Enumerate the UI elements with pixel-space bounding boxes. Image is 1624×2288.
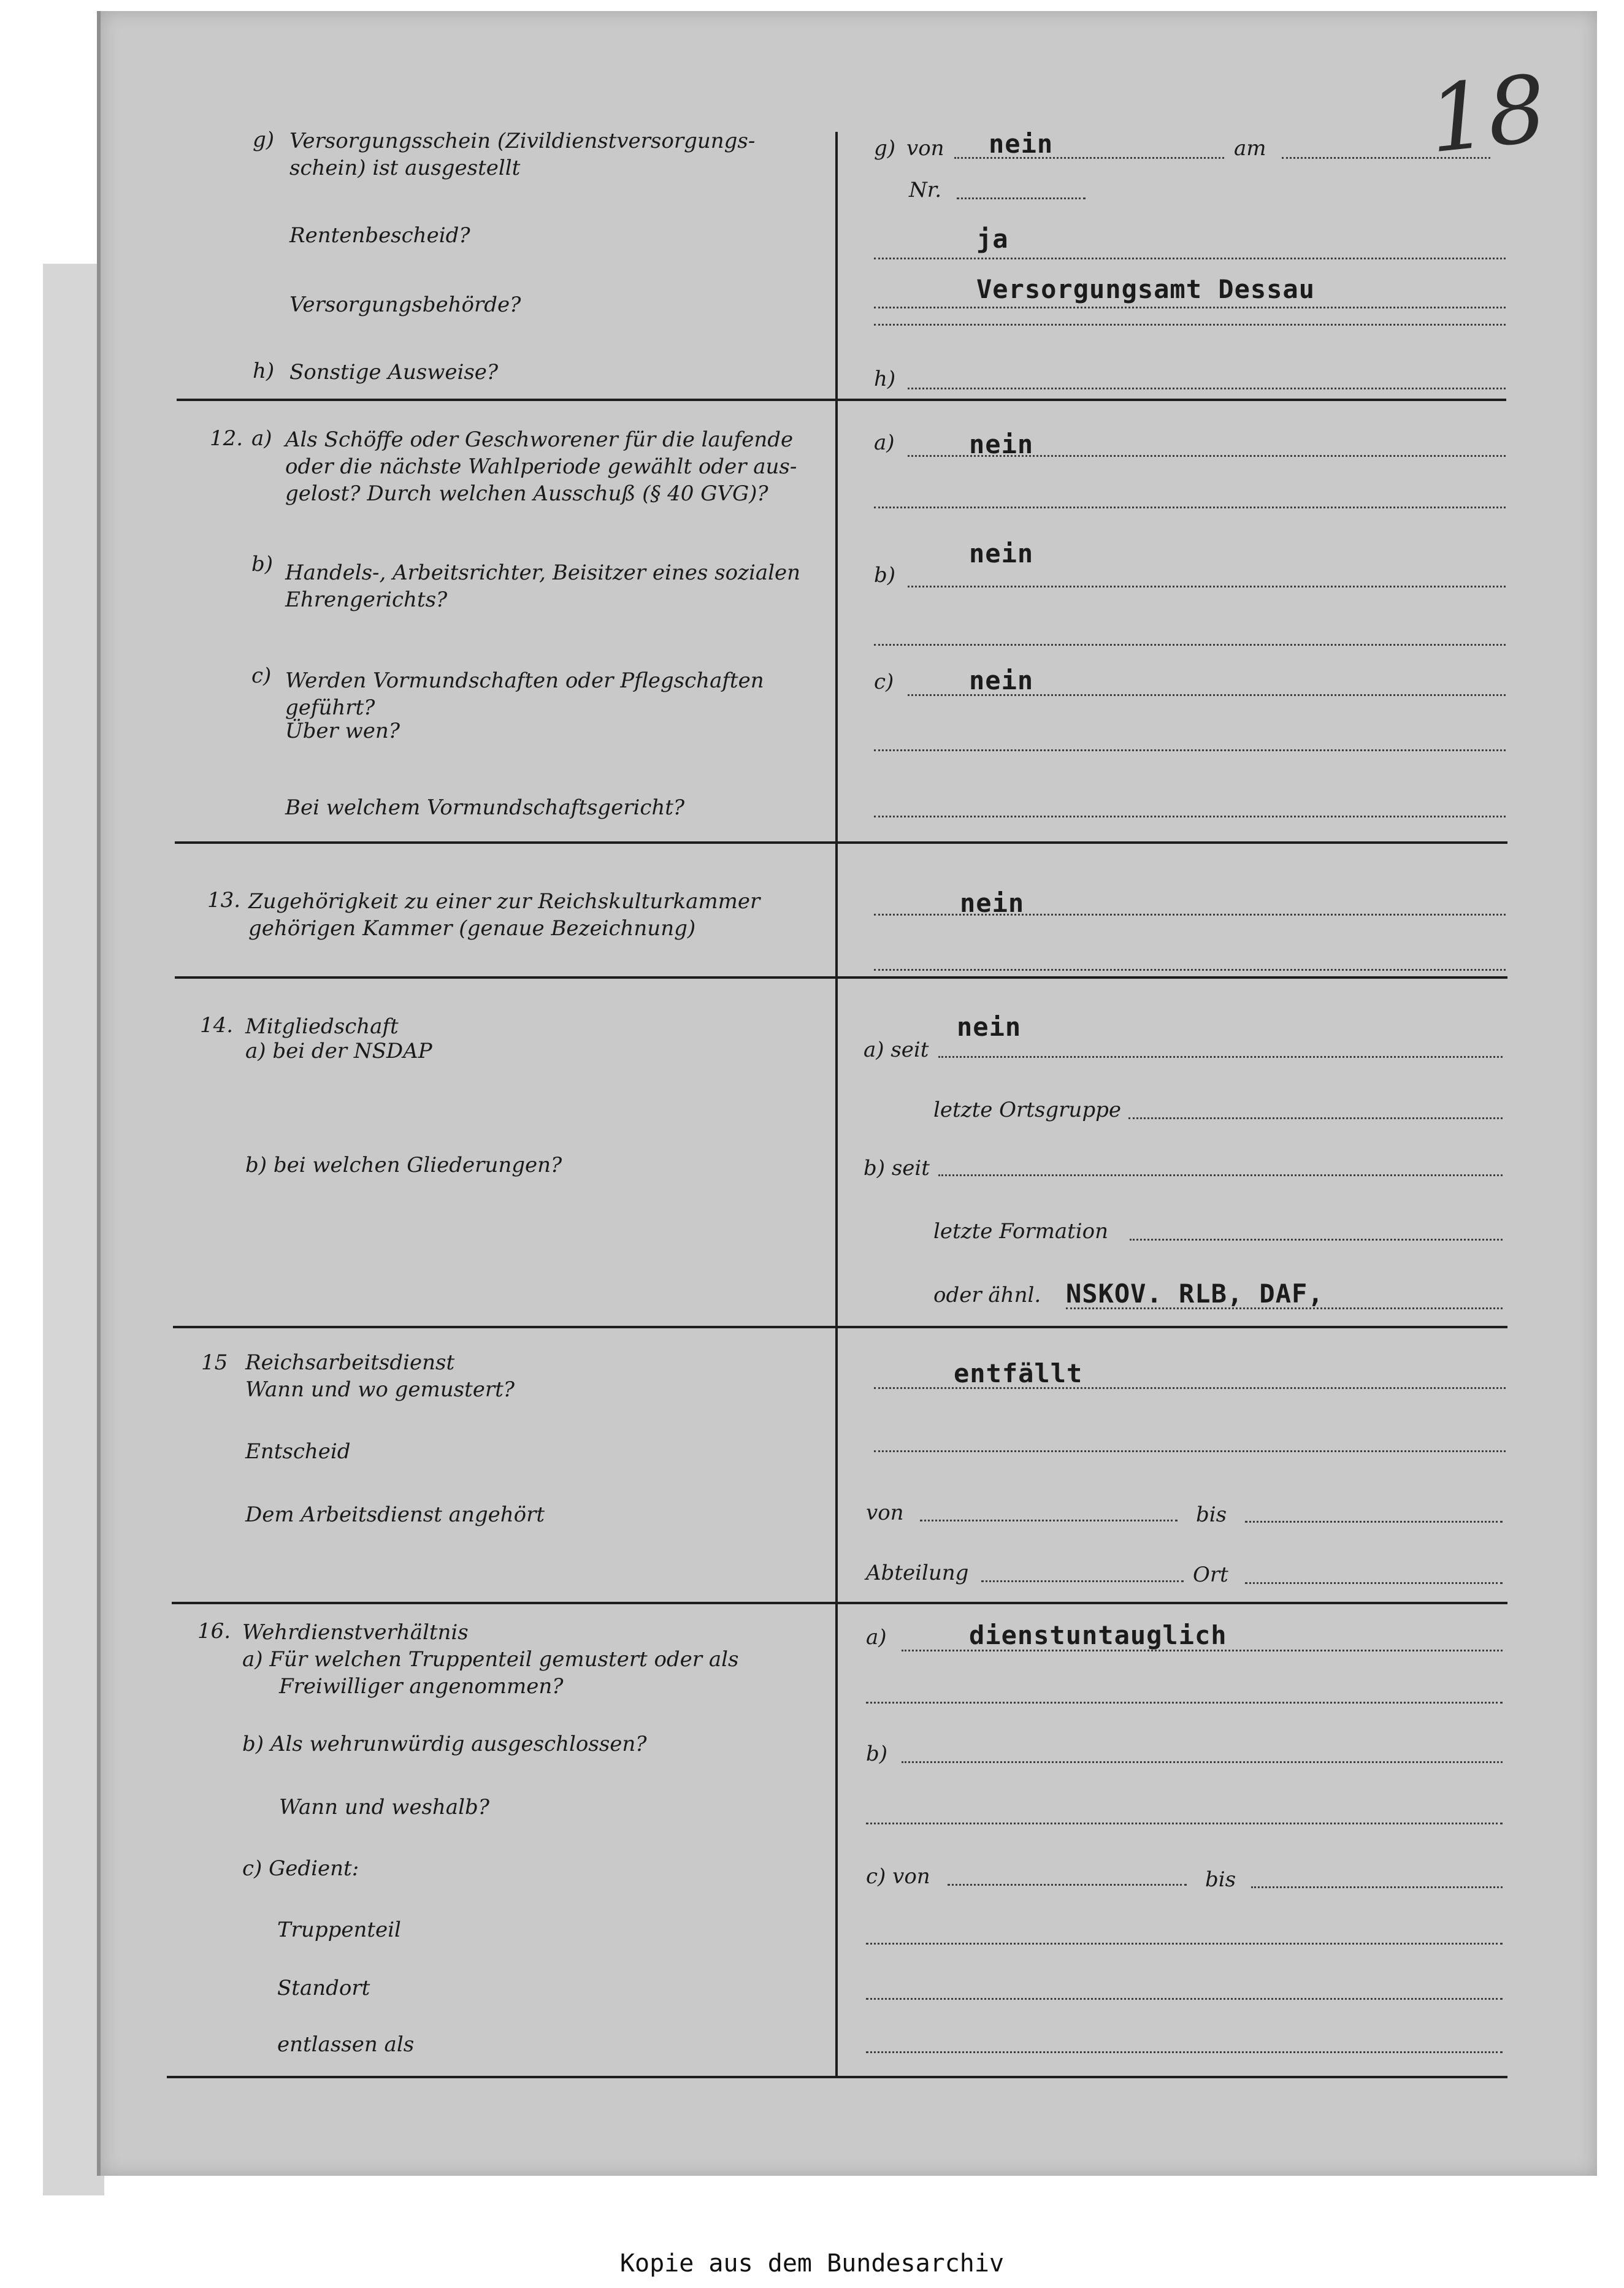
- s15-ort-label: Ort: [1193, 1563, 1228, 1587]
- s16-c-bis-line: [1251, 1886, 1503, 1888]
- s16-c-von-line: [948, 1884, 1187, 1886]
- s12-b-answer-label: b): [874, 563, 896, 587]
- s16-c-question: c) Gedient:: [242, 1856, 359, 1881]
- s16-b-question-line2: Wann und weshalb?: [279, 1795, 489, 1819]
- s15-abteilung-label: Abteilung: [866, 1561, 969, 1585]
- s12-a-question-line2: oder die nächste Wahlperiode gewählt oder aus-: [285, 454, 797, 479]
- s12-b-question-line2: Ehrengerichts?: [285, 587, 448, 612]
- s15-abteilung-line: [981, 1580, 1184, 1582]
- g-am-line: [1282, 157, 1490, 159]
- s12-c-question-line3: Über wen?: [285, 719, 400, 743]
- s15-number: 15: [201, 1350, 228, 1375]
- s12-c-line2: [874, 749, 1506, 751]
- column-divider: [835, 132, 838, 2076]
- s15-bis-line: [1245, 1521, 1503, 1523]
- s14-a-question: a) bei der NSDAP: [245, 1039, 432, 1063]
- section-separator-12: [177, 399, 1506, 401]
- s12-number: 12.: [210, 426, 243, 451]
- s13-number: 13.: [207, 888, 241, 913]
- s12-b-question-line1: Handels-, Arbeitsrichter, Beisitzer eines sozialen: [285, 561, 800, 585]
- s15-answer: entfällt: [954, 1358, 1083, 1388]
- s16-c-von-label: c) von: [866, 1864, 930, 1889]
- s12-b-answer: nein: [969, 538, 1034, 568]
- h-label: h): [253, 359, 275, 383]
- s14-number: 14.: [200, 1013, 234, 1038]
- g-am-label: am: [1234, 136, 1266, 161]
- s16-b-line: [902, 1761, 1503, 1763]
- s15-entscheid: Entscheid: [245, 1439, 351, 1464]
- s13-line: [874, 914, 1506, 916]
- s16-a-answer-label: a): [866, 1625, 887, 1650]
- s16-c-line3: [866, 1998, 1503, 2000]
- form-page: [97, 11, 1597, 2176]
- g-question-line1: Versorgungsschein (Zivildienstversorgungs-: [289, 129, 756, 153]
- s16-c-bis-label: bis: [1205, 1867, 1236, 1892]
- g-von-answer: nein: [989, 129, 1054, 159]
- s13-question-line1: Zugehörigkeit zu einer zur Reichskulturkammer: [248, 889, 760, 914]
- s16-a-line: [902, 1650, 1503, 1651]
- s12-a-line2: [874, 507, 1506, 508]
- s12-b-label: b): [251, 552, 274, 576]
- s15-arbeitsdienst: Dem Arbeitsdienst angehört: [245, 1502, 545, 1527]
- rentenbescheid-answer: ja: [976, 224, 1009, 254]
- s14-question: Mitgliedschaft: [245, 1014, 399, 1039]
- s14-ortsgruppe-label: letzte Ortsgruppe: [933, 1098, 1121, 1122]
- s16-c-standort: Standort: [277, 1976, 370, 2000]
- s16-c-entlassen: entlassen als: [277, 2032, 415, 2057]
- s12-a-answer: nein: [969, 429, 1034, 459]
- s16-a-answer: dienstuntauglich: [969, 1620, 1227, 1650]
- s12-c-question-line2: geführt?: [285, 695, 375, 720]
- page-number-handwritten: 18: [1423, 55, 1552, 174]
- rentenbescheid-question: Rentenbescheid?: [289, 223, 470, 248]
- rentenbescheid-line: [874, 258, 1506, 259]
- s15-bis-label: bis: [1196, 1502, 1227, 1527]
- s16-c-line4: [866, 2051, 1503, 2053]
- h-line: [908, 388, 1506, 389]
- g-question-line2: schein) ist ausgestellt: [289, 156, 521, 180]
- s14-aehnl-line: [1066, 1307, 1503, 1309]
- s16-question: Wehrdienstverhältnis: [242, 1620, 469, 1645]
- paper-edge: [43, 264, 104, 2195]
- s14-b-seit-line: [938, 1174, 1503, 1176]
- s16-a-line2: [866, 1702, 1503, 1704]
- s15-question-line2: Wann und wo gemustert?: [245, 1377, 515, 1402]
- s16-b-answer-label: b): [866, 1742, 888, 1766]
- s14-formation-label: letzte Formation: [933, 1219, 1109, 1244]
- s12-a-question-line1: Als Schöffe oder Geschworener für die laufende: [285, 427, 794, 452]
- g-nr-label: Nr.: [909, 178, 942, 202]
- s16-b-line2: [866, 1823, 1503, 1824]
- s12-c-question-line4: Bei welchem Vormundschaftsgericht?: [285, 795, 685, 820]
- versorgungsbehoerde-line: [874, 307, 1506, 308]
- s15-line: [874, 1387, 1506, 1389]
- h-question: Sonstige Ausweise?: [289, 360, 499, 385]
- section-separator-14: [175, 976, 1507, 979]
- g-answer-label: g): [874, 136, 896, 161]
- versorgungsbehoerde-answer: Versorgungsamt Dessau: [976, 274, 1316, 304]
- s14-aehnl-label: oder ähnl.: [933, 1283, 1041, 1307]
- s14-a-seit-label: a) seit: [864, 1038, 929, 1062]
- s12-c-answer-label: c): [874, 670, 894, 694]
- s14-a-answer: nein: [957, 1012, 1022, 1042]
- s15-von-line: [920, 1520, 1178, 1521]
- s16-number: 16.: [197, 1619, 231, 1643]
- s14-b-question: b) bei welchen Gliederungen?: [245, 1153, 562, 1177]
- s14-aehnl-answer: NSKOV. RLB, DAF,: [1066, 1279, 1324, 1309]
- s13-answer: nein: [960, 888, 1025, 918]
- s15-question-line1: Reichsarbeitsdienst: [245, 1350, 455, 1375]
- s12-a-question-line3: gelost? Durch welchen Ausschuß (§ 40 GVG)?: [285, 481, 768, 506]
- s12-b-line2: [874, 644, 1506, 646]
- s12-c-question-line1: Werden Vormundschaften oder Pflegschaften: [285, 668, 764, 693]
- s12-c-line3: [874, 816, 1506, 817]
- section-separator-bottom: [167, 2076, 1507, 2078]
- s12-c-label: c): [251, 664, 272, 688]
- s15-von-label: von: [866, 1501, 904, 1525]
- s12-a-label: a): [251, 426, 272, 451]
- g-label: g): [253, 128, 275, 152]
- s13-line2: [874, 969, 1506, 971]
- archive-footer: Kopie aus dem Bundesarchiv: [619, 2249, 1005, 2278]
- s13-question-line2: gehörigen Kammer (genaue Bezeichnung): [248, 916, 696, 941]
- s16-c-truppenteil: Truppenteil: [277, 1918, 401, 1942]
- section-separator-16: [172, 1602, 1507, 1604]
- s15-line2: [874, 1450, 1506, 1452]
- s14-formation-line: [1130, 1239, 1503, 1241]
- s16-c-line2: [866, 1943, 1503, 1945]
- section-separator-15: [173, 1326, 1507, 1328]
- s12-a-answer-label: a): [874, 430, 895, 455]
- section-separator-13: [175, 841, 1507, 844]
- s12-c-answer: nein: [969, 665, 1034, 695]
- g-von-label: von: [906, 136, 944, 161]
- s16-b-question-line1: b) Als wehrunwürdig ausgeschlossen?: [242, 1732, 647, 1756]
- g-nr-line: [957, 197, 1086, 199]
- versorgungsbehoerde-line2: [874, 324, 1506, 326]
- s14-a-seit-line: [938, 1056, 1503, 1058]
- s16-a-question-line2: Freiwilliger angenommen?: [279, 1674, 564, 1699]
- s14-b-seit-label: b) seit: [864, 1156, 930, 1180]
- s16-a-question-line1: a) Für welchen Truppenteil gemustert oder als: [242, 1647, 739, 1672]
- versorgungsbehoerde-question: Versorgungsbehörde?: [289, 293, 521, 317]
- h-answer-label: h): [874, 367, 896, 391]
- s12-b-line: [908, 586, 1506, 587]
- s15-ort-line: [1245, 1582, 1503, 1584]
- s14-ortsgruppe-line: [1128, 1117, 1503, 1119]
